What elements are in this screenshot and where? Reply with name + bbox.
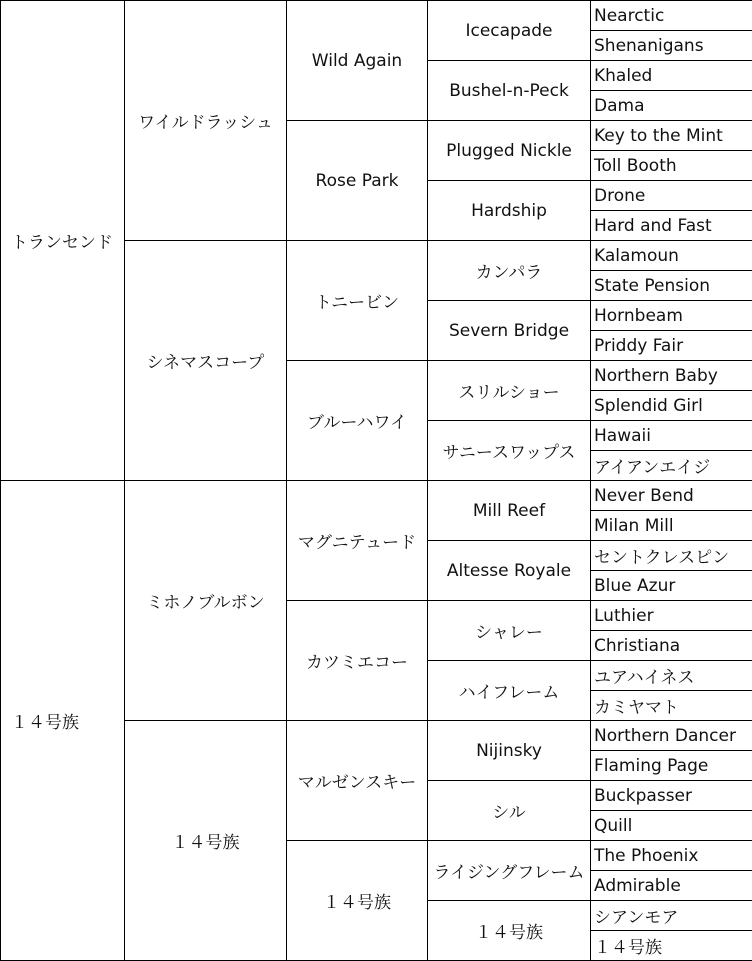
ancestor-gen4-cell: Icecapade <box>428 1 591 61</box>
ancestor-gen5-cell: Christiana <box>591 631 752 661</box>
ancestor-gen5-cell: Luthier <box>591 601 752 631</box>
ancestor-gen3-cell: Wild Again <box>287 1 428 121</box>
ancestor-gen5-cell: シアンモア <box>591 901 752 931</box>
ancestor-gen5-cell: セントクレスピン <box>591 541 752 571</box>
ancestor-gen5-cell: Hard and Fast <box>591 211 752 241</box>
ancestor-gen5-cell: Quill <box>591 811 752 841</box>
ancestor-gen4-cell: シャレー <box>428 601 591 661</box>
ancestor-gen3-cell: マグニテュード <box>287 481 428 601</box>
ancestor-gen3-cell: １４号族 <box>287 841 428 961</box>
ancestor-gen3-cell: トニービン <box>287 241 428 361</box>
ancestor-gen5-cell: Drone <box>591 181 752 211</box>
ancestor-gen3-cell: マルゼンスキー <box>287 721 428 841</box>
ancestor-gen5-cell: Shenanigans <box>591 31 752 61</box>
ancestor-gen5-cell: Key to the Mint <box>591 121 752 151</box>
ancestor-gen5-cell: ユアハイネス <box>591 661 752 691</box>
ancestor-gen4-cell: ライジングフレーム <box>428 841 591 901</box>
ancestor-gen5-cell: Buckpasser <box>591 781 752 811</box>
pedigree-body <box>1 1 752 961</box>
ancestor-gen5-cell: Never Bend <box>591 481 752 511</box>
ancestor-gen5-cell: Admirable <box>591 871 752 901</box>
ancestor-gen4-cell: Mill Reef <box>428 481 591 541</box>
ancestor-gen4-cell: スリルショー <box>428 361 591 421</box>
ancestor-gen4-cell: Severn Bridge <box>428 301 591 361</box>
ancestor-gen4-cell: シル <box>428 781 591 841</box>
ancestor-gen5-cell: Dama <box>591 91 752 121</box>
ancestor-gen5-cell: １４号族 <box>591 931 752 961</box>
ancestor-gen5-cell: State Pension <box>591 271 752 301</box>
ancestor-gen5-cell: The Phoenix <box>591 841 752 871</box>
ancestor-gen4-cell: Nijinsky <box>428 721 591 781</box>
ancestor-gen4-cell: カンパラ <box>428 241 591 301</box>
ancestor-gen5-cell: Kalamoun <box>591 241 752 271</box>
ancestor-gen5-cell: Blue Azur <box>591 571 752 601</box>
ancestor-gen5-cell: Priddy Fair <box>591 331 752 361</box>
ancestor-gen5-cell: Milan Mill <box>591 511 752 541</box>
ancestor-gen5-cell: カミヤマト <box>591 691 752 721</box>
ancestor-gen5-cell: Nearctic <box>591 1 752 31</box>
ancestor-gen4-cell: サニースワップス <box>428 421 591 481</box>
ancestor-gen2-cell: １４号族 <box>125 721 287 961</box>
ancestor-gen3-cell: ブルーハワイ <box>287 361 428 481</box>
ancestor-gen3-cell: カツミエコー <box>287 601 428 721</box>
ancestor-gen5-cell: Northern Baby <box>591 361 752 391</box>
pedigree-row <box>1 1 752 31</box>
ancestor-gen5-cell: Northern Dancer <box>591 721 752 751</box>
ancestor-gen4-cell: １４号族 <box>428 901 591 961</box>
ancestor-gen1-cell: トランセンド <box>1 1 125 481</box>
ancestor-gen2-cell: シネマスコープ <box>125 241 287 481</box>
ancestor-gen5-cell: アイアンエイジ <box>591 451 752 481</box>
ancestor-gen4-cell: Bushel-n-Peck <box>428 61 591 121</box>
ancestor-gen3-cell: Rose Park <box>287 121 428 241</box>
ancestor-gen5-cell: Toll Booth <box>591 151 752 181</box>
ancestor-gen5-cell: Flaming Page <box>591 751 752 781</box>
ancestor-gen5-cell: Splendid Girl <box>591 391 752 421</box>
ancestor-gen5-cell: Hornbeam <box>591 301 752 331</box>
ancestor-gen4-cell: Plugged Nickle <box>428 121 591 181</box>
ancestor-gen4-cell: ハイフレーム <box>428 661 591 721</box>
ancestor-gen4-cell: Altesse Royale <box>428 541 591 601</box>
ancestor-gen4-cell: Hardship <box>428 181 591 241</box>
ancestor-gen5-cell: Hawaii <box>591 421 752 451</box>
ancestor-gen5-cell: Khaled <box>591 61 752 91</box>
ancestor-gen2-cell: ワイルドラッシュ <box>125 1 287 241</box>
ancestor-gen2-cell: ミホノブルボン <box>125 481 287 721</box>
pedigree-row <box>1 481 752 511</box>
ancestor-gen1-cell: １４号族 <box>1 481 125 961</box>
